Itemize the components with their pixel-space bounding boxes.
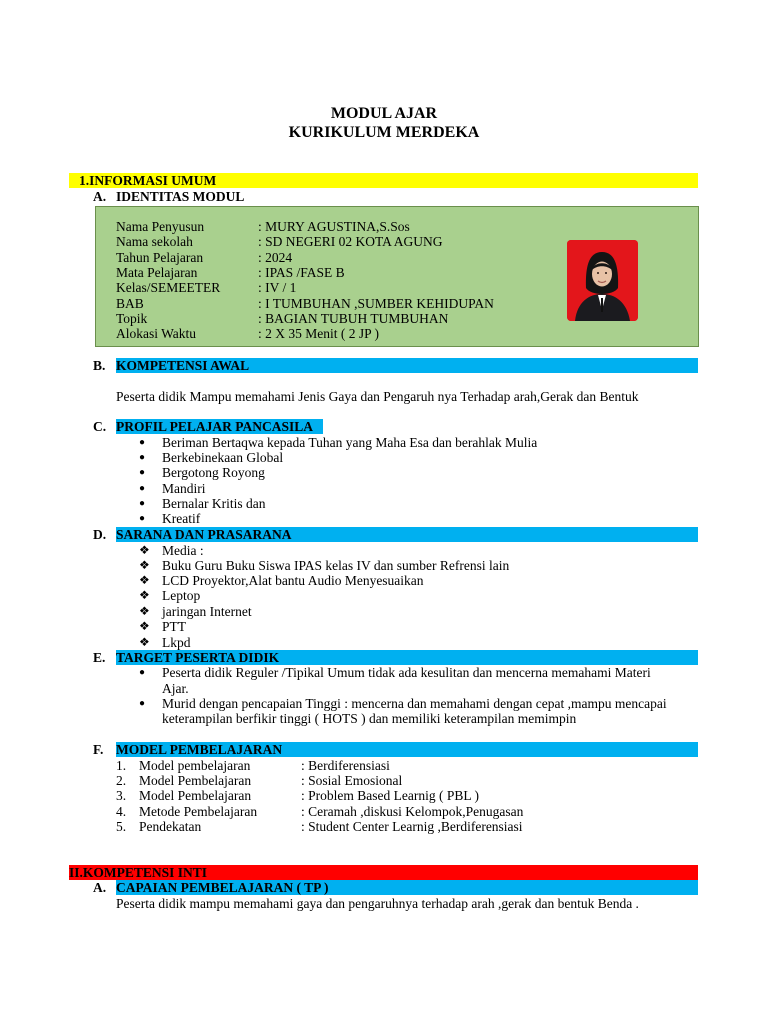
list-item: Buku Guru Buku Siswa IPAS kelas IV dan sumber Refrensi lain bbox=[162, 558, 510, 573]
model-letter: F. bbox=[93, 742, 104, 757]
model-label: Metode Pembelajaran bbox=[139, 804, 258, 819]
document-title: MODUL AJAR bbox=[330, 105, 438, 122]
identity-value: : I TUMBUHAN ,SUMBER KEHIDUPAN bbox=[258, 296, 494, 311]
diamond-bullet-icon: ❖ bbox=[139, 635, 150, 649]
identity-value: : MURY AGUSTINA,S.Sos bbox=[258, 219, 410, 234]
model-number: 2. bbox=[116, 773, 127, 788]
kompetensi-awal-heading: KOMPETENSI AWAL bbox=[116, 358, 250, 373]
list-item: Berkebinekaan Global bbox=[162, 450, 284, 465]
identitas-letter: A. bbox=[93, 189, 107, 204]
identity-label: Kelas/SEMEETER bbox=[116, 280, 221, 295]
identity-label: Topik bbox=[116, 311, 148, 326]
list-item-continuation: Ajar. bbox=[162, 681, 189, 696]
identity-value: : IV / 1 bbox=[258, 280, 297, 295]
list-item: Peserta didik Reguler /Tipikal Umum tidak ada kesulitan dan mencerna memahami Materi bbox=[162, 665, 651, 680]
bullet-icon: ● bbox=[139, 498, 146, 509]
identity-label: Mata Pelajaran bbox=[116, 265, 198, 280]
model-value: : Sosial Emosional bbox=[301, 773, 403, 788]
list-item: jaringan Internet bbox=[162, 604, 252, 619]
model-label: Model Pembelajaran bbox=[139, 773, 252, 788]
section-kompetensi-inti-heading: II.KOMPETENSI INTI bbox=[69, 865, 208, 880]
list-item: Media : bbox=[162, 543, 204, 558]
model-label: Model pembelajaran bbox=[139, 758, 251, 773]
identity-label: Tahun Pelajaran bbox=[116, 250, 204, 265]
profil-letter: C. bbox=[93, 419, 107, 434]
list-item: Beriman Bertaqwa kepada Tuhan yang Maha Esa dan berahlak Mulia bbox=[162, 435, 538, 450]
model-number: 3. bbox=[116, 788, 127, 803]
identity-value: : SD NEGERI 02 KOTA AGUNG bbox=[258, 234, 443, 249]
bullet-icon: ● bbox=[139, 667, 146, 678]
model-heading: MODEL PEMBELAJARAN bbox=[116, 742, 283, 757]
diamond-bullet-icon: ❖ bbox=[139, 588, 150, 602]
list-item: Lkpd bbox=[162, 635, 191, 650]
identity-label: Nama Penyusun bbox=[116, 219, 205, 234]
kompetensi-awal-text: Peserta didik Mampu memahami Jenis Gaya dan Pengaruh nya Terhadap arah,Gerak dan Bentuk bbox=[116, 389, 639, 404]
diamond-bullet-icon: ❖ bbox=[139, 573, 150, 587]
model-value: : Problem Based Learnig ( PBL ) bbox=[301, 788, 479, 803]
list-item: Mandiri bbox=[162, 481, 206, 496]
identity-value: : BAGIAN TUBUH TUMBUHAN bbox=[258, 311, 449, 326]
identity-label: Nama sekolah bbox=[116, 234, 193, 249]
bullet-icon: ● bbox=[139, 452, 146, 463]
list-item-continuation: keterampilan berfikir tinggi ( HOTS ) dan memiliki keterampilan memimpin bbox=[162, 711, 577, 726]
section-informasi-umum-heading: 1.INFORMASI UMUM bbox=[79, 173, 217, 188]
identity-label: Alokasi Waktu bbox=[116, 326, 197, 341]
model-value: : Ceramah ,diskusi Kelompok,Penugasan bbox=[301, 804, 524, 819]
bullet-icon: ● bbox=[139, 467, 146, 478]
document-subtitle: KURIKULUM MERDEKA bbox=[288, 124, 480, 141]
identity-value: : 2024 bbox=[258, 250, 293, 265]
kompetensi-awal-letter: B. bbox=[93, 358, 106, 373]
list-item: Bergotong Royong bbox=[162, 465, 265, 480]
model-label: Pendekatan bbox=[139, 819, 202, 834]
model-number: 1. bbox=[116, 758, 127, 773]
list-item: Bernalar Kritis dan bbox=[162, 496, 266, 511]
diamond-bullet-icon: ❖ bbox=[139, 558, 150, 572]
author-photo bbox=[567, 240, 638, 321]
bullet-icon: ● bbox=[139, 437, 146, 448]
list-item: Kreatif bbox=[162, 511, 201, 526]
diamond-bullet-icon: ❖ bbox=[139, 619, 150, 633]
capaian-text: Peserta didik mampu memahami gaya dan pengaruhnya terhadap arah ,gerak dan bentuk Benda . bbox=[116, 896, 639, 911]
sarana-heading: SARANA DAN PRASARANA bbox=[116, 527, 292, 542]
capaian-heading: CAPAIAN PEMBELAJARAN ( TP ) bbox=[116, 880, 329, 895]
bullet-icon: ● bbox=[139, 698, 146, 709]
identity-value: : 2 X 35 Menit ( 2 JP ) bbox=[258, 326, 379, 341]
bullet-icon: ● bbox=[139, 483, 146, 494]
sarana-letter: D. bbox=[93, 527, 107, 542]
model-number: 5. bbox=[116, 819, 127, 834]
profil-heading: PROFIL PELAJAR PANCASILA bbox=[116, 419, 314, 434]
target-heading: TARGET PESERTA DIDIK bbox=[116, 650, 280, 665]
identity-value: : IPAS /FASE B bbox=[258, 265, 345, 280]
identity-label: BAB bbox=[116, 296, 144, 311]
list-item: LCD Proyektor,Alat bantu Audio Menyesuaikan bbox=[162, 573, 424, 588]
diamond-bullet-icon: ❖ bbox=[139, 543, 150, 557]
identitas-heading: IDENTITAS MODUL bbox=[116, 189, 245, 204]
list-item: PTT bbox=[162, 619, 187, 634]
model-number: 4. bbox=[116, 804, 127, 819]
model-value: : Berdiferensiasi bbox=[301, 758, 390, 773]
bullet-icon: ● bbox=[139, 513, 146, 524]
model-label: Model Pembelajaran bbox=[139, 788, 252, 803]
diamond-bullet-icon: ❖ bbox=[139, 604, 150, 618]
capaian-letter: A. bbox=[93, 880, 107, 895]
list-item: Murid dengan pencapaian Tinggi : mencerna dan memahami dengan cepat ,mampu mencapai bbox=[162, 696, 667, 711]
model-value: : Student Center Learnig ,Berdiferensiasi bbox=[301, 819, 523, 834]
target-letter: E. bbox=[93, 650, 106, 665]
list-item: Leptop bbox=[162, 588, 201, 603]
